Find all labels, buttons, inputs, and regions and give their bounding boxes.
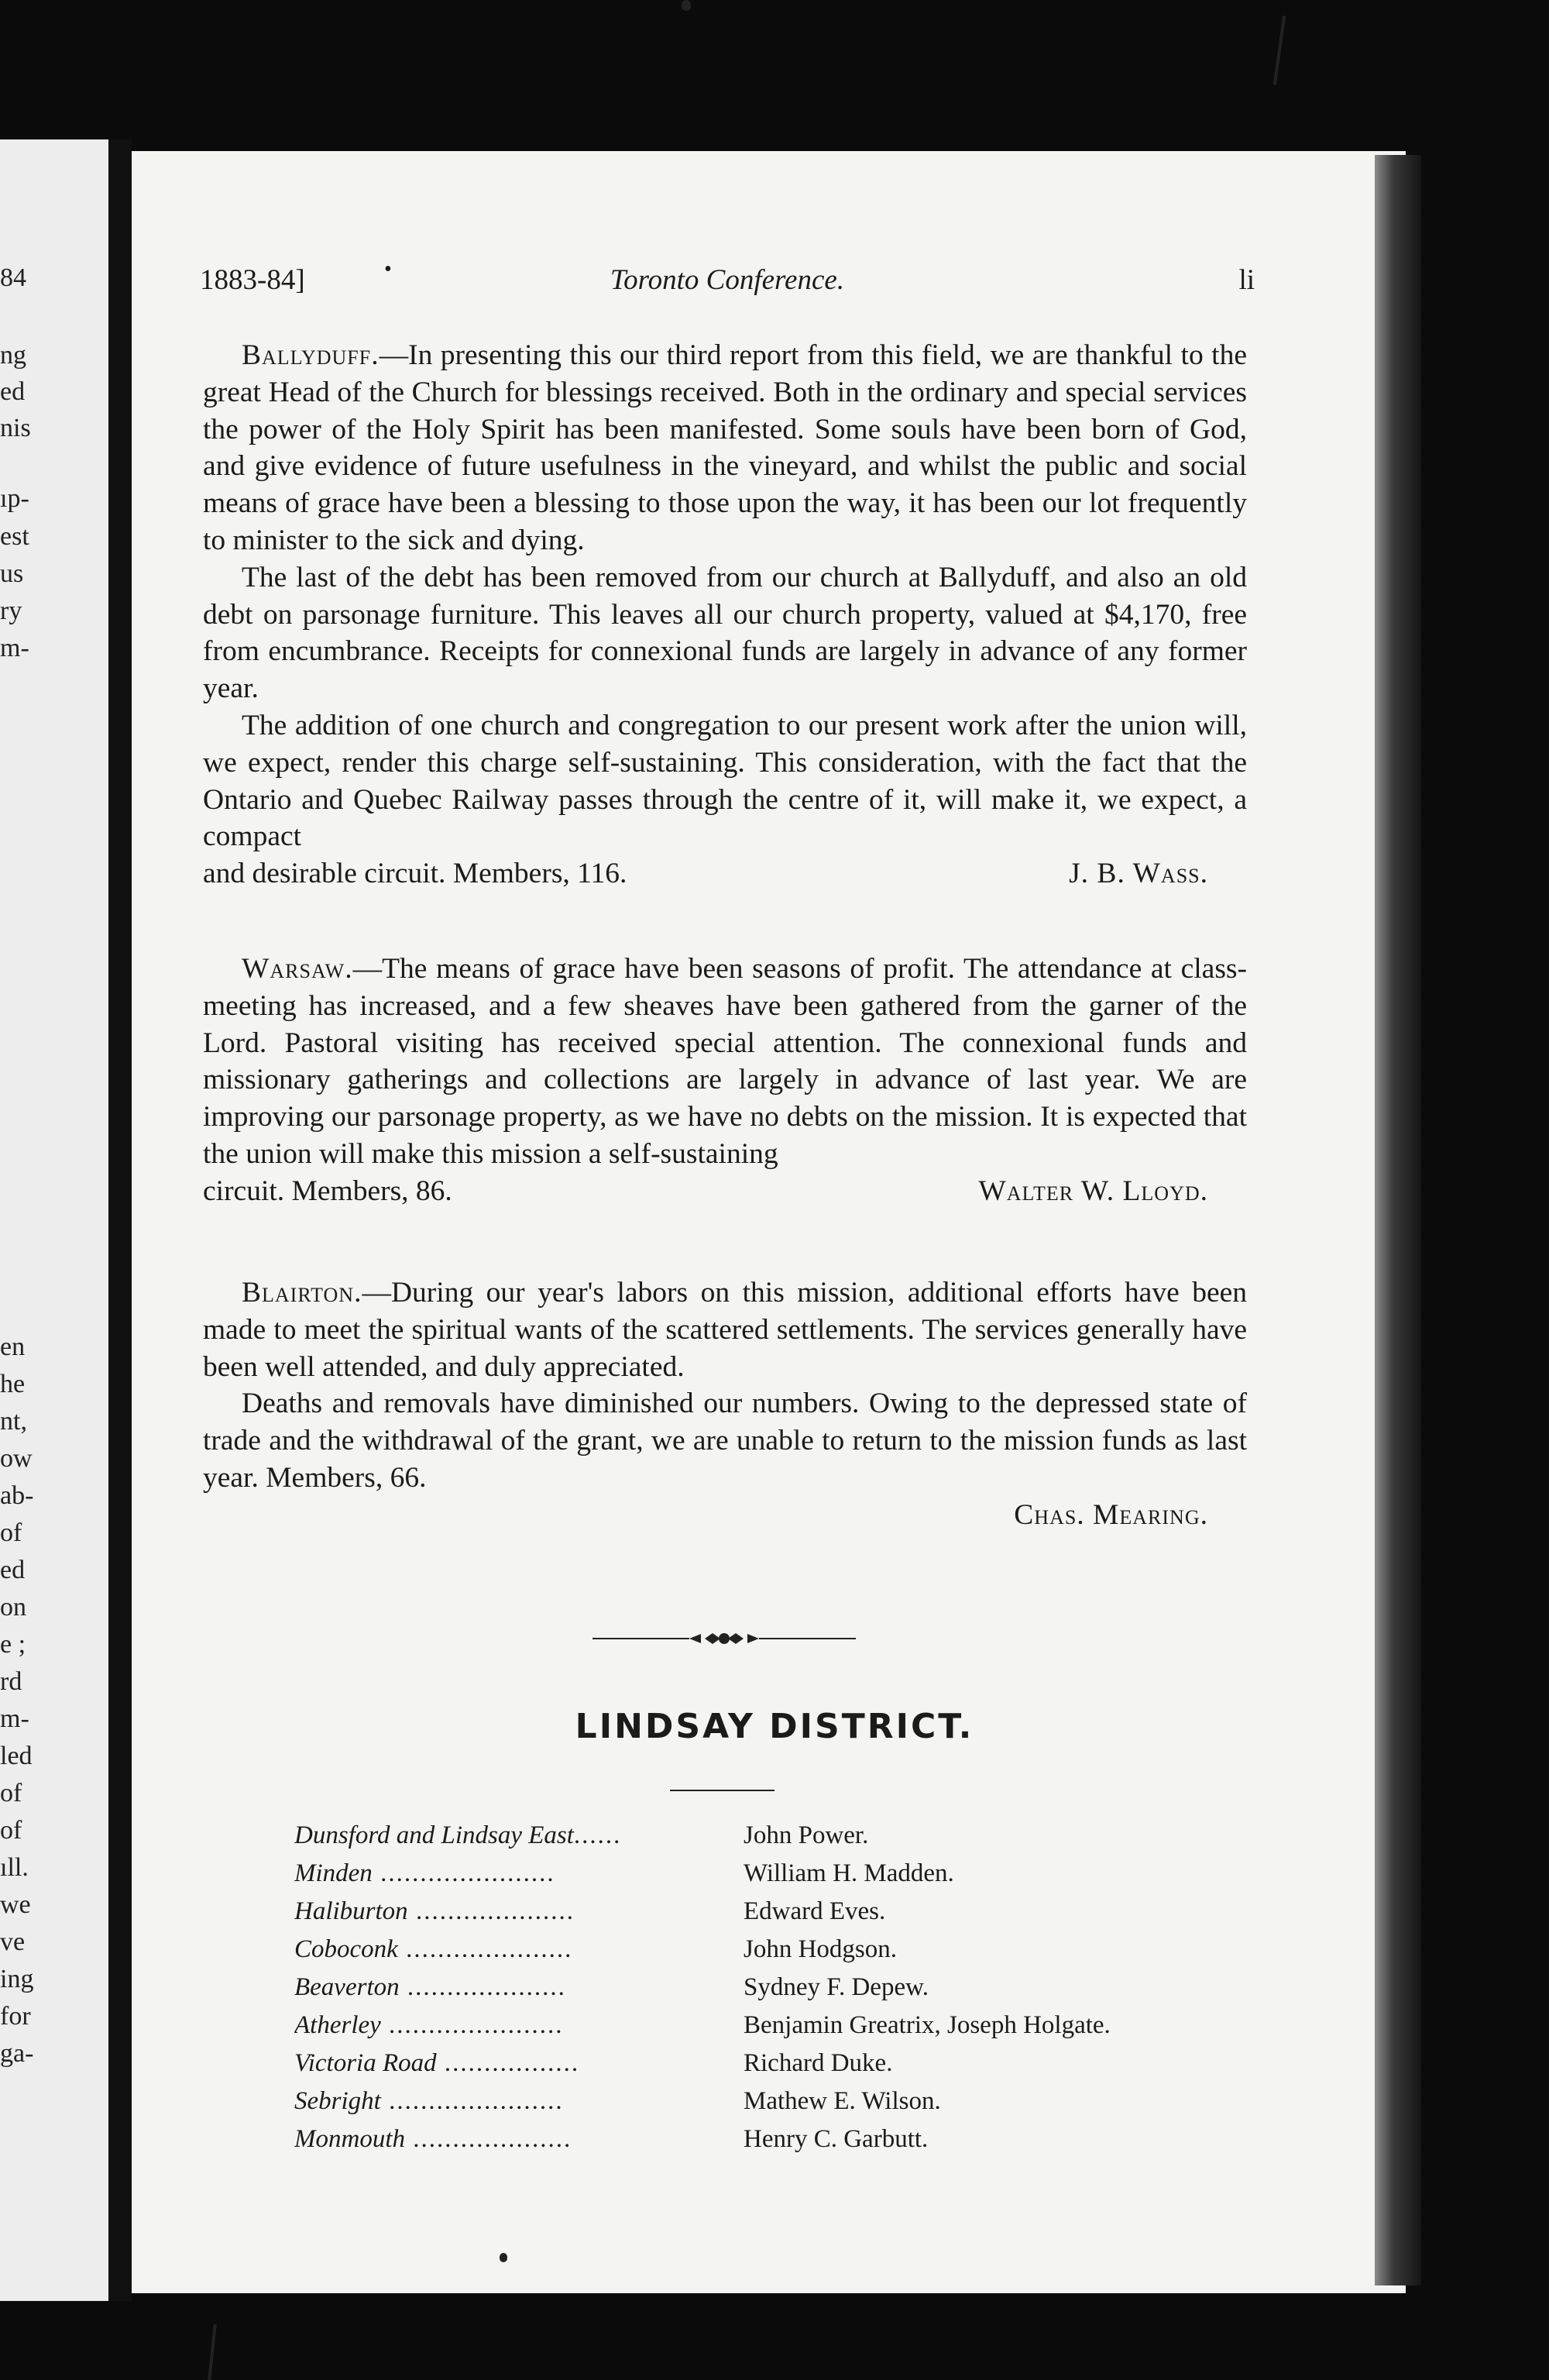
report-text: —In presenting this our third report from this field, we are thankful to the great Head of the Church for blessings received. Both in the ordinary and special services the power of the Holy Spirit has been manifested. Some souls have been born of God, and give evidence of future usefulness in the vineyard, and whilst the public and social means of grace have been a blessing to those upon the way, it has been our lot frequently to minister to the sick and dying. <box>203 339 1247 556</box>
report-ballyduff <box>203 337 1247 892</box>
heading-rule <box>670 1790 774 1791</box>
facing-page-fragment: he <box>0 1370 26 1398</box>
report-place: Ballyduff. <box>242 339 380 371</box>
station-ministers: Sydney F. Depew. <box>744 1973 929 2001</box>
facing-page-fragment: we <box>0 1890 31 1919</box>
facing-page-fragment: est <box>0 522 29 551</box>
station-place <box>294 1817 744 1855</box>
leader-dots: .................... <box>407 1897 575 1925</box>
station-place-name: Atherley <box>294 2011 381 2039</box>
station-ministers: Richard Duke. <box>744 2049 893 2077</box>
station-place-name: Dunsford and Lindsay East <box>294 1821 574 1849</box>
scan-mark <box>682 0 691 11</box>
facing-page-fragment: nt, <box>0 1407 27 1436</box>
station-ministers: Edward Eves. <box>744 1897 886 1925</box>
report-text: —During our year's labors on this mission, additional efforts have been made to meet the spiritual wants of the scattered settlements. The services generally have been well attended, and duly appreciated. <box>203 1277 1247 1383</box>
leader-dots: ...................... <box>380 2087 564 2115</box>
station-row <box>294 1893 1255 1931</box>
facing-page-fragment: led <box>0 1742 33 1770</box>
page-number: li <box>1238 264 1255 296</box>
report-warsaw <box>203 951 1247 1210</box>
station-ministers: John Power. <box>744 1821 869 1849</box>
facing-page-fragment: for <box>0 2002 31 2031</box>
running-header <box>200 257 1255 302</box>
station-ministers: William H. Madden. <box>744 1859 954 1887</box>
leader-dots: ................. <box>436 2049 580 2077</box>
facing-page-fragment: ıll. <box>0 1853 29 1882</box>
station-place-name: Monmouth <box>294 2125 405 2153</box>
facing-page-fragment: us <box>0 559 24 588</box>
station-place-name: Sebright <box>294 2087 381 2115</box>
leader-dots: .................... <box>399 1973 566 2001</box>
station-row <box>294 2120 1255 2158</box>
station-place-name: Minden <box>294 1859 373 1887</box>
facing-page-fragment: m- <box>0 634 29 662</box>
facing-page-fragment: ry <box>0 597 22 625</box>
ink-dot: • <box>384 257 392 281</box>
ornamental-divider <box>592 1627 856 1650</box>
closing-line <box>203 1173 1247 1210</box>
station-place <box>294 2082 744 2120</box>
facing-page-fragment: m- <box>0 1704 29 1733</box>
leader-dots: ..................... <box>397 1935 573 1963</box>
station-row <box>294 1817 1255 1855</box>
report-paragraph: The last of the debt has been removed from our church at Ballyduff, and also an old debt on parsonage furniture. This leaves all our church property, valued at $4,170, free from encumbrance. Receipts for connexional funds are largely in advance of any former year. <box>203 561 1247 705</box>
page-year-range: 1883-84] <box>200 264 305 296</box>
facing-page-fragment: of <box>0 1518 22 1547</box>
facing-page-fragment: on <box>0 1593 26 1622</box>
facing-page-fragment: ng <box>0 341 26 370</box>
report-place: Warsaw. <box>242 953 353 985</box>
facing-page-fragment: of <box>0 1779 22 1807</box>
station-place <box>294 1931 744 1969</box>
facing-page-fragment: rd <box>0 1667 22 1696</box>
station-place <box>294 2045 744 2082</box>
facing-page-fragment: en <box>0 1333 26 1361</box>
station-place-name: Haliburton <box>294 1897 408 1925</box>
report-paragraph <box>203 1274 1247 1385</box>
facing-page-fragment: ed <box>0 377 26 406</box>
facing-page-fragment: of <box>0 1816 22 1845</box>
station-list <box>294 1817 1255 2158</box>
book-gutter <box>108 139 132 2301</box>
facing-page-fragment: ıp- <box>0 484 29 513</box>
facing-page-fragment: ve <box>0 1928 26 1956</box>
scan-mark <box>500 2253 507 2262</box>
closing-text: circuit. Members, 86. <box>203 1175 452 1207</box>
station-place-name: Victoria Road <box>294 2049 437 2077</box>
station-place <box>294 2007 744 2045</box>
station-place-name: Coboconk <box>294 1935 398 1963</box>
scan-mark <box>208 2324 217 2380</box>
station-row <box>294 1931 1255 1969</box>
station-place <box>294 2120 744 2158</box>
leader-dots: .................... <box>405 2125 572 2153</box>
leader-dots: ...... <box>573 1821 622 1849</box>
report-text: —The means of grace have been seasons of profit. The attendance at class-meeting has increased, and a few sheaves have been gathered from the garner of the Lord. Pastoral visiting has received special attention. The connexional funds and missionary gatherings and collections are largely in advance of last year. We are improving our parsonage property, as we have no debts on the mission. It is expected that the union will make this mission a self-sustaining <box>203 953 1247 1170</box>
district-heading: LINDSAY DISTRICT. <box>575 1707 974 1746</box>
station-ministers: Benjamin Greatrix, Joseph Holgate. <box>744 2011 1111 2039</box>
station-row <box>294 1969 1255 2007</box>
station-ministers: Henry C. Garbutt. <box>744 2125 929 2153</box>
station-ministers: Mathew E. Wilson. <box>744 2087 941 2115</box>
report-signature: Walter W. Lloyd. <box>978 1175 1208 1207</box>
station-row <box>294 2082 1255 2120</box>
station-place <box>294 1893 744 1931</box>
facing-page-fragment: ga- <box>0 2039 34 2068</box>
report-paragraph: Deaths and removals have diminished our numbers. Owing to the depressed state of trade and the withdrawal of the grant, we are unable to return to the mission funds as last year. Members, 66. <box>203 1388 1247 1494</box>
station-ministers: John Hodgson. <box>744 1935 898 1963</box>
leader-dots: ...................... <box>380 2011 564 2039</box>
station-place <box>294 1969 744 2007</box>
station-place <box>294 1855 744 1893</box>
facing-page-fragment: ow <box>0 1444 33 1473</box>
scan-mark <box>1273 15 1286 85</box>
closing-line <box>203 855 1247 892</box>
facing-page-fragment: 84 <box>0 263 26 292</box>
leader-dots: ...................... <box>372 1859 555 1887</box>
report-paragraph: The addition of one church and congregation to our present work after the union will, we expect, render this charge self-sustaining. This consideration, with the fact that the Ontario and Quebec Railway passes through the centre of it, will make it, we expect, a compact <box>203 709 1247 853</box>
report-paragraph <box>203 951 1247 1173</box>
facing-page-fragment: ed <box>0 1556 26 1584</box>
page-stack-edge <box>1375 155 1421 2285</box>
report-signature: J. B. Wass. <box>1069 858 1208 890</box>
station-row <box>294 1855 1255 1893</box>
facing-page-fragment: ab- <box>0 1481 34 1510</box>
report-paragraph <box>203 337 1247 559</box>
station-place-name: Beaverton <box>294 1973 400 2001</box>
facing-page-fragment: nis <box>0 414 31 442</box>
running-title: Toronto Conference. <box>610 264 845 296</box>
closing-text: and desirable circuit. Members, 116. <box>203 858 627 890</box>
station-row <box>294 2007 1255 2045</box>
report-blairton <box>203 1274 1247 1534</box>
facing-page-fragment: ing <box>0 1965 34 1993</box>
facing-page-fragment: e ; <box>0 1630 26 1659</box>
report-signature: Chas. Mearing. <box>1014 1498 1208 1531</box>
report-place: Blairton. <box>242 1277 362 1309</box>
station-row <box>294 2045 1255 2082</box>
